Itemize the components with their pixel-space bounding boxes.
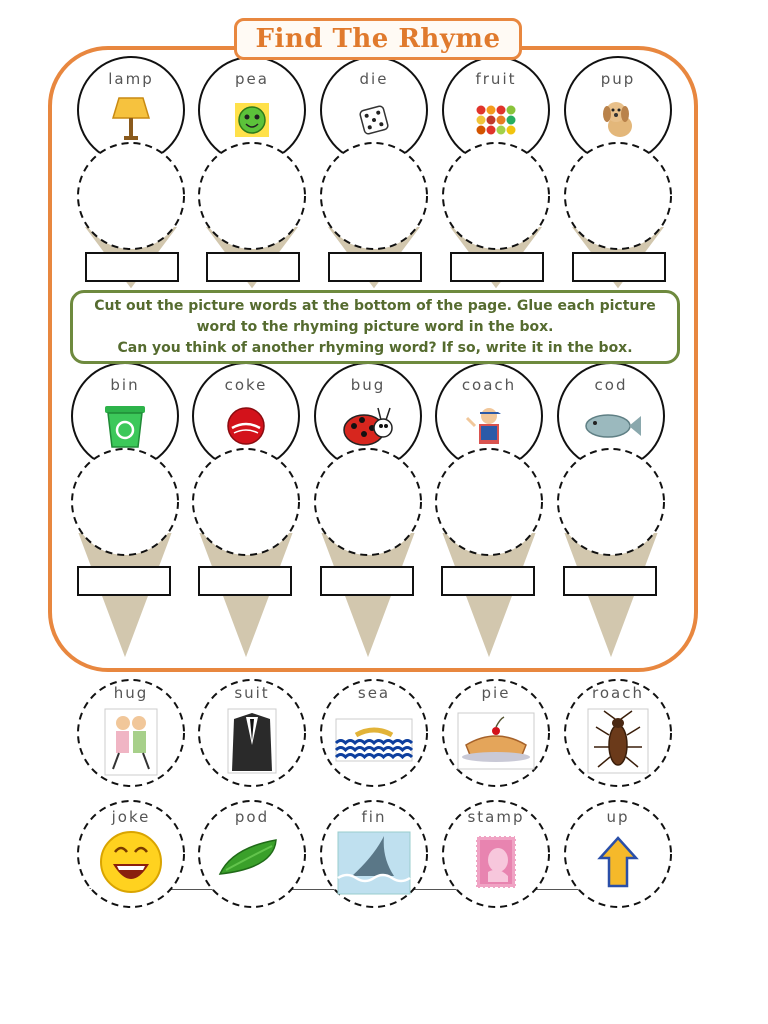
glue-circle (72, 449, 178, 555)
answer-box-coach[interactable] (441, 566, 535, 596)
answer-box-die[interactable] (328, 252, 422, 282)
cutout-word-pie: pie (481, 684, 511, 702)
target-word-coach: coach (461, 376, 517, 394)
glue-circle (199, 143, 305, 249)
target-word-fruit: fruit (475, 70, 517, 88)
target-bug (315, 363, 421, 660)
pie-icon (458, 713, 534, 769)
target-word-bug: bug (350, 376, 386, 394)
target-word-coke: coke (224, 376, 268, 394)
answer-box-fruit[interactable] (450, 252, 544, 282)
cutout-word-hug: hug (113, 684, 149, 702)
answer-box-bin[interactable] (77, 566, 171, 596)
answer-box-bug[interactable] (320, 566, 414, 596)
target-word-pup: pup (600, 70, 636, 88)
cutout-word-stamp: stamp (467, 808, 525, 826)
target-coke (193, 363, 299, 660)
glue-circle (443, 143, 549, 249)
title-banner (234, 18, 522, 60)
answer-box-cod[interactable] (563, 566, 657, 596)
glue-circle (193, 449, 299, 555)
glue-circle (565, 143, 671, 249)
target-bin (72, 363, 178, 660)
answer-box-lamp[interactable] (85, 252, 179, 282)
target-word-cod: cod (594, 376, 628, 394)
target-word-bin: bin (110, 376, 140, 394)
suit-icon (228, 709, 276, 773)
answer-box-pea[interactable] (206, 252, 300, 282)
laughing-face-icon (101, 832, 161, 892)
glue-circle (321, 143, 427, 249)
glue-circle (78, 143, 184, 249)
target-word-die: die (359, 70, 389, 88)
target-coach (436, 363, 542, 660)
answer-box-coke[interactable] (198, 566, 292, 596)
target-word-lamp: lamp (108, 70, 154, 88)
instruction-line: Can you think of another rhyming word? If so, write it in the box. (117, 339, 633, 356)
instruction-line: word to the rhyming picture word in the box. (196, 318, 554, 335)
glue-circle (436, 449, 542, 555)
glue-circle (315, 449, 421, 555)
target-cod (558, 363, 664, 660)
sea-icon (336, 719, 412, 761)
target-word-pea: pea (235, 70, 269, 88)
glue-circle (558, 449, 664, 555)
instruction-line: Cut out the picture words at the bottom of the page. Glue each picture (94, 297, 656, 314)
cutout-word-joke: joke (111, 808, 151, 826)
stamp-icon (476, 836, 516, 888)
shark-fin-icon (338, 832, 410, 894)
pea-icon (235, 103, 269, 137)
instructions-box (70, 290, 680, 364)
cutout-word-fin: fin (361, 808, 387, 826)
hug-icon (105, 709, 157, 775)
coke-icon (228, 408, 264, 444)
recycle-bin-icon (105, 406, 145, 447)
answer-box-pup[interactable] (572, 252, 666, 282)
page-title: Find The Rhyme (255, 24, 501, 54)
cutout-word-up: up (606, 808, 630, 826)
cutout-word-suit: suit (234, 684, 270, 702)
cutout-word-sea: sea (357, 684, 391, 702)
cutout-word-pod: pod (234, 808, 270, 826)
roach-icon (588, 709, 648, 773)
die-icon (359, 105, 388, 134)
cutout-word-roach: roach (592, 684, 644, 702)
